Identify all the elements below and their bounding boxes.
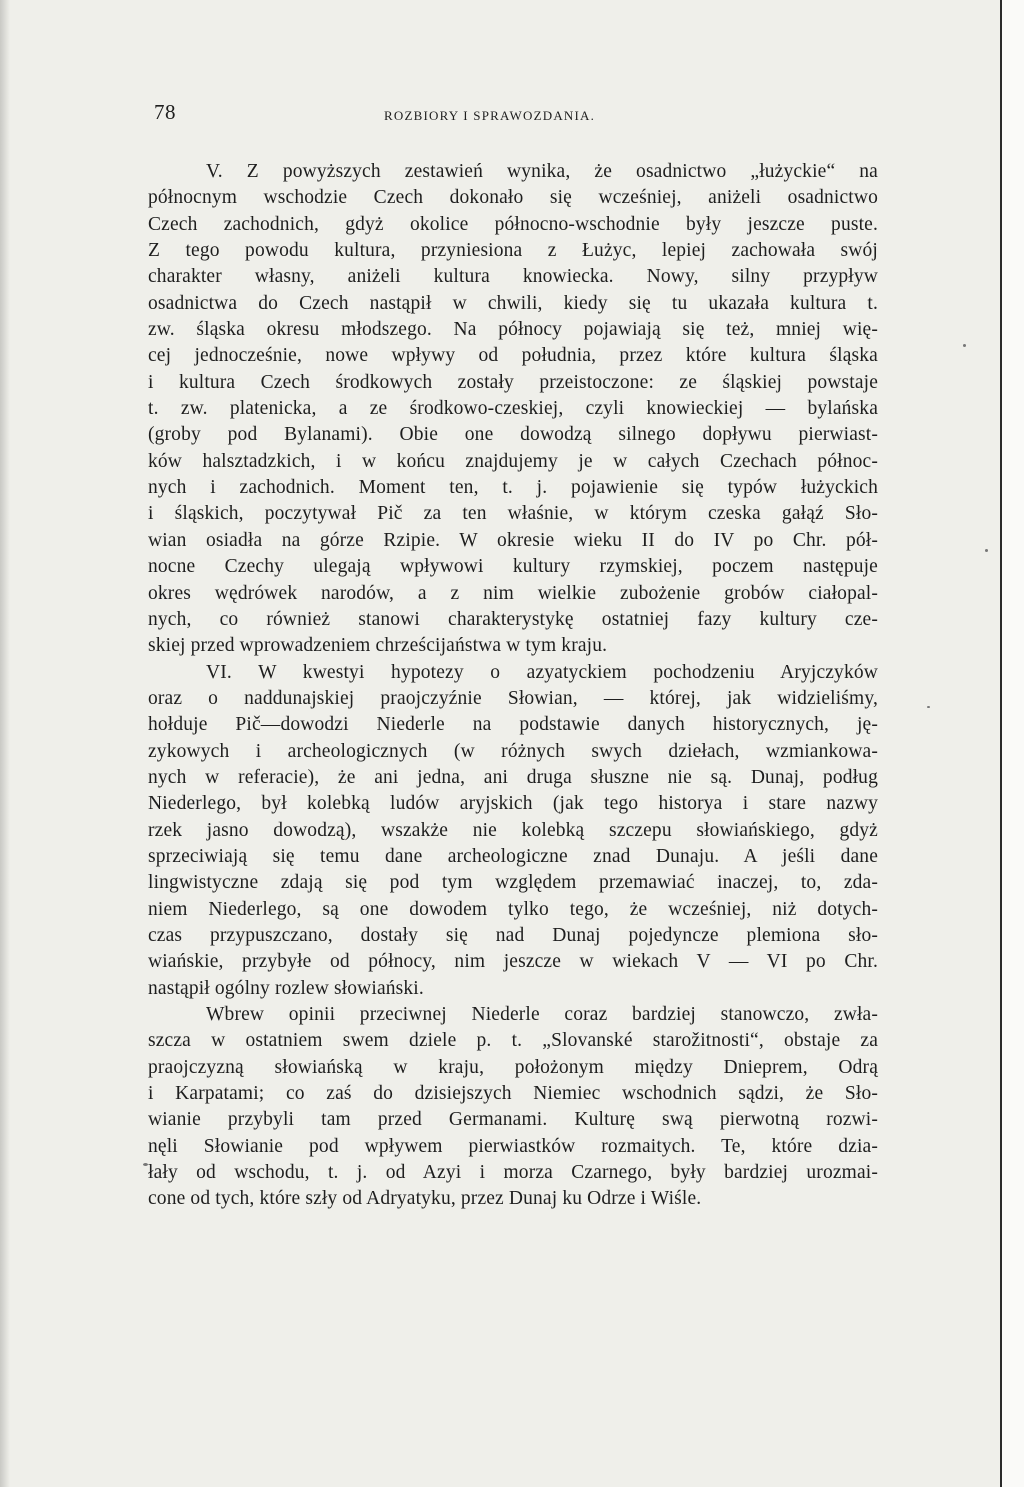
text-line: wian osiadła na górze Rzipie. W okresie wieku II do IV po Chr. pół- [148, 529, 878, 551]
text-line: charakter własny, aniżeli kultura knowiecka. Nowy, silny przypływ [148, 266, 878, 288]
text-line: cone od tych, które szły od Adryatyku, przez Dunaj ku Odrze i Wiśle. [148, 1188, 702, 1210]
text-line: nastąpił ogólny rozlew słowiański. [148, 977, 424, 999]
scan-right-edge [1000, 0, 1024, 1487]
text-line: północnym wschodzie Czech dokonało się wcześniej, aniżeli osadnictwo [148, 187, 878, 209]
text-line: wianie przybyli tam przed Germanami. Kulturę swą pierwotną rozwi- [148, 1109, 878, 1131]
text-line: Z tego powodu kultura, przyniesiona z Łużyc, lepiej zachowała swój [148, 240, 878, 262]
text-line: okres wędrówek narodów, a z nim wielkie zubożenie grobów ciałopal- [148, 582, 878, 604]
text-line: rzek jasno dowodzą), wszakże nie kolebką szczepu słowiańskiego, gdyż [148, 819, 878, 841]
text-line: Niederlego, był kolebką ludów aryjskich (jak tego historya i stare nazwy [148, 793, 878, 815]
text-line: wiańskie, przybyłe od północy, nim jeszcze w wiekach V — VI po Chr. [148, 951, 878, 973]
scan-left-edge [0, 0, 10, 1487]
text-line: sprzeciwiają się temu dane archeologiczne znad Dunaju. A jeśli dane [148, 845, 878, 867]
text-line: łały od wschodu, t. j. od Azyi i morza Czarnego, były bardziej urozmai- [148, 1162, 878, 1184]
text-line: szcza w ostatniem swem dziele p. t. „Slovanské starožitnosti“, obstaje za [148, 1030, 878, 1052]
paragraph-section-v [148, 159, 878, 660]
text-line: Wbrew opinii przeciwnej Niederle coraz bardziej stanowczo, zwła- [206, 1004, 878, 1025]
text-line: zw. śląska okresu młodszego. Na północy pojawiają się też, mniej wię- [148, 319, 878, 341]
text-line: i Karpatami; co zaś do dzisiejszych Niemiec wschodnich sądzi, że Sło- [148, 1083, 878, 1105]
text-line: lingwistyczne zdają się pod tym względem przemawiać inaczej, to, zda- [148, 872, 878, 894]
paragraph-niederle-opinion [148, 1002, 878, 1213]
text-line: Czech zachodnich, gdyż okolice północno-wschodnie były jeszcze puste. [148, 213, 878, 235]
text-line: skiej przed wprowadzeniem chrześcijaństwa w tym kraju. [148, 635, 608, 657]
text-line: (groby pod Bylanami). Obie one dowodzą silnego dopływu pierwiast- [148, 424, 878, 446]
text-line: nych w referacie), że ani jedna, ani druga słuszne nie są. Dunaj, podług [148, 766, 878, 788]
text-line: czas przypuszczano, dostały się nad Dunaj pojedyncze plemiona sło- [148, 924, 878, 946]
text-line: niem Niederlego, są one dowodem tylko tego, że wcześniej, niż dotych- [148, 898, 878, 920]
text-line: VI. W kwestyi hypotezy o azyatyckiem pochodzeniu Aryjczyków [206, 661, 878, 683]
book-page [148, 98, 878, 1213]
text-line: i śląskich, poczytywał Pič za ten właśnie, w którym czeska gałąź Sło- [148, 503, 878, 525]
page-number: 78 [154, 100, 176, 124]
running-title: ROZBIORY I SPRAWOZDANIA. [384, 108, 596, 123]
running-header [148, 98, 878, 128]
text-line: ków halsztadzkich, i w końcu znajdujemy je w całych Czechach północ- [148, 450, 878, 472]
text-line: hołduje Pič—dowodzi Niederle na podstawie danych historycznych, ję- [148, 714, 878, 736]
text-line: cej jednocześnie, nowe wpływy od południa, przez które kultura śląska [148, 345, 878, 367]
paragraph-section-vi [148, 660, 878, 1002]
text-line: praojczyzną słowiańską w kraju, położonym między Dnieprem, Odrą [148, 1056, 878, 1078]
text-line: osadnictwa do Czech nastąpił w chwili, kiedy się tu ukazała kultura t. [148, 292, 878, 314]
text-line: V. Z powyższych zestawień wynika, że osadnictwo „łużyckie“ na [206, 161, 878, 182]
text-line: nocne Czechy ulegają wpływowi kultury rzymskiej, poczem następuje [148, 556, 878, 578]
text-line: t. zw. platenicka, a ze środkowo-czeskiej, czyli knowieckiej — bylańska [148, 398, 878, 420]
text-line: zykowych i archeologicznych (w różnych swych dziełach, wzmiankowa- [148, 740, 878, 762]
text-line: oraz o naddunajskiej praojczyźnie Słowian, — której, jak widzieliśmy, [148, 687, 878, 709]
text-line: nych i zachodnich. Moment ten, t. j. pojawienie się typów łużyckich [148, 477, 878, 499]
text-line: nęli Słowianie pod wpływem pierwiastków rozmaitych. Te, które dzia- [148, 1135, 878, 1157]
text-line: nych, co również stanowi charakterystykę ostatniej fazy kultury cze- [148, 608, 878, 630]
body-text [148, 159, 878, 1213]
text-line: i kultura Czech środkowych zostały przeistoczone: ze śląskiej powstaje [148, 371, 878, 393]
